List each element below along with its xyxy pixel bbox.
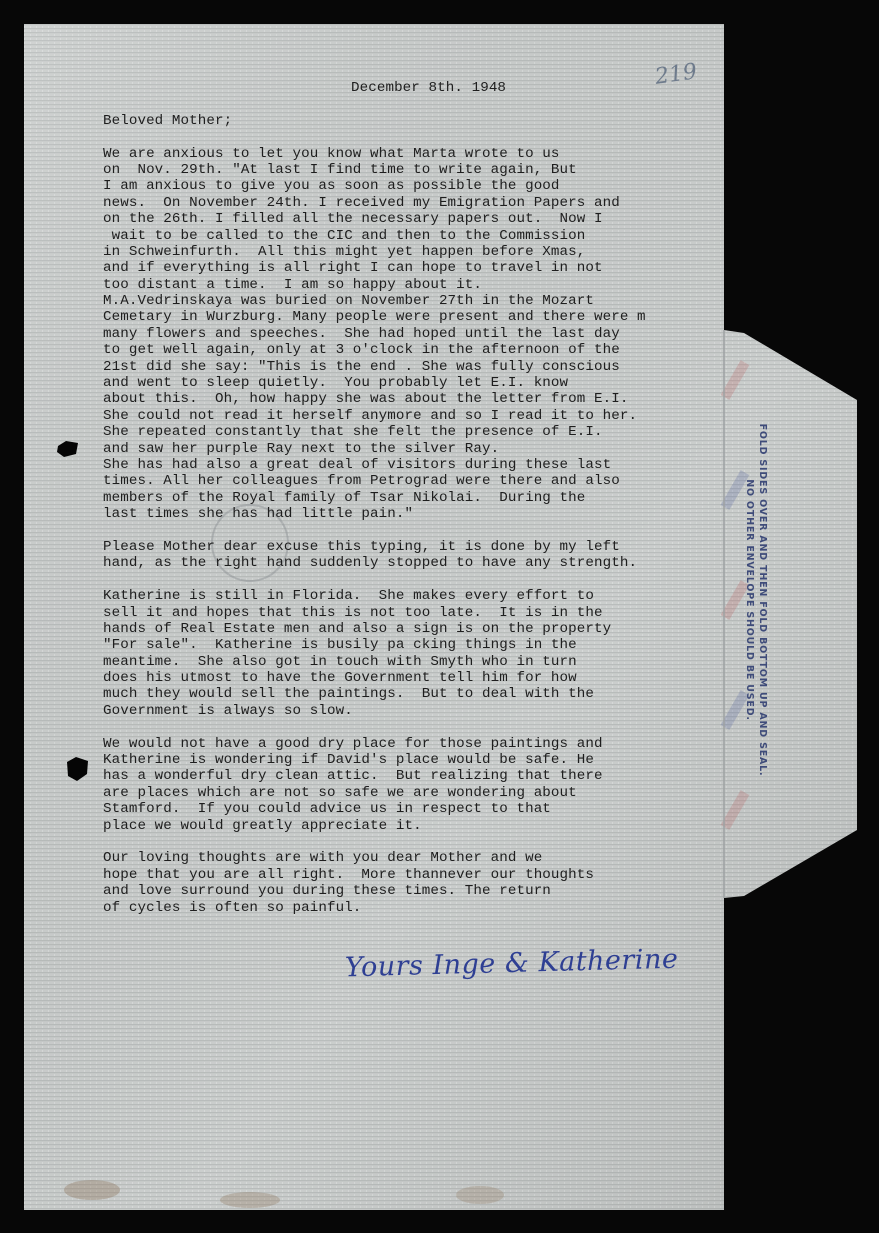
punch-hole-bottom <box>64 756 90 782</box>
text-line: on Nov. 29th. "At last I find time to write again, But <box>103 161 577 178</box>
text-line: does his utmost to have the Government tell him for how <box>103 670 577 687</box>
text-line: hands of Real Estate men and also a sign is on the property <box>103 620 612 637</box>
text-line: and love surround you during these times. The return <box>103 883 551 900</box>
text-line: and if everything is all right I can hope to travel in not <box>103 260 603 277</box>
text-line: hope that you are all right. More thannever our thoughts <box>103 866 594 883</box>
text-line: are places which are not so safe we are wondering about <box>103 784 577 801</box>
page-number: 219 <box>653 59 699 90</box>
paragraph-1 <box>103 146 743 523</box>
text-line: She repeated constantly that she felt the presence of E.I. <box>103 424 603 441</box>
text-line: and saw her purple Ray next to the silver Ray. <box>103 440 500 457</box>
fold-instruction-line: FOLD SIDES OVER AND THEN FOLD BOTTOM UP AND SEAL. <box>757 423 768 777</box>
salutation: Beloved Mother; <box>103 112 233 129</box>
text-line: to get well again, only at 3 o'clock in the afternoon of the <box>103 342 620 359</box>
fold-instruction-line: NO OTHER ENVELOPE SHOULD BE USED. <box>744 479 755 721</box>
paragraph-3 <box>103 588 743 719</box>
text-line: has a wonderful dry clean attic. But realizing that there <box>103 768 603 785</box>
text-line: sell it and hopes that this is not too late. It is in the <box>103 604 603 621</box>
text-line: We are anxious to let you know what Marta wrote to us <box>103 145 560 162</box>
text-line: last times she has had little pain." <box>103 506 414 523</box>
text-line: Government is always so slow. <box>103 702 353 719</box>
text-line: Katherine is still in Florida. She makes every effort to <box>103 588 594 605</box>
text-line: about this. Oh, how happy she was about the letter from E.I. <box>103 391 629 408</box>
text-line: We would not have a good dry place for those paintings and <box>103 735 603 752</box>
handwritten-signature: Yours Inge & Katherine <box>344 943 679 984</box>
paragraph-2 <box>103 539 743 572</box>
text-line: Stamford. If you could advice us in respect to that <box>103 801 551 818</box>
text-line: of cycles is often so painful. <box>103 899 362 916</box>
text-line: She has had also a great deal of visitors during these last <box>103 456 612 473</box>
text-line: Katherine is wondering if David's place would be safe. He <box>103 752 594 769</box>
punch-hole-top <box>56 440 80 458</box>
text-line: many flowers and speeches. She had hoped until the last day <box>103 325 620 342</box>
text-line: Please Mother dear excuse this typing, it is done by my left <box>103 538 620 555</box>
text-line: on the 26th. I filled all the necessary papers out. Now I <box>103 211 603 228</box>
text-line: place we would greatly appreciate it. <box>103 817 422 834</box>
paragraph-4 <box>103 736 743 834</box>
text-line: I am anxious to give you as soon as possible the good <box>103 178 560 195</box>
text-line: wait to be called to the CIC and then to the Commission <box>103 227 586 244</box>
text-line: times. All her colleagues from Petrograd were there and also <box>103 473 620 490</box>
text-line: "For sale". Katherine is busily pa cking things in the <box>103 637 577 654</box>
letter-date: December 8th. 1948 <box>351 80 507 96</box>
fold-instructions <box>743 400 769 800</box>
paragraph-5 <box>103 850 743 916</box>
text-line: Our loving thoughts are with you dear Mother and we <box>103 850 543 867</box>
text-line: 21st did she say: "This is the end . She was fully conscious <box>103 358 620 375</box>
text-line: members of the Royal family of Tsar Nikolai. During the <box>103 489 586 506</box>
text-line: hand, as the right hand suddenly stopped to have any strength. <box>103 555 638 572</box>
text-line: M.A.Vedrinskaya was buried on November 27th in the Mozart <box>103 293 594 310</box>
text-line: news. On November 24th. I received my Emigration Papers and <box>103 194 620 211</box>
text-line: meantime. She also got in touch with Smyth who in turn <box>103 653 577 670</box>
letter-body <box>103 80 743 916</box>
text-line: Cemetary in Wurzburg. Many people were present and there were m <box>103 309 646 326</box>
text-line: too distant a time. I am so happy about it. <box>103 276 483 293</box>
text-line: much they would sell the paintings. But to deal with the <box>103 686 594 703</box>
text-line: in Schweinfurth. All this might yet happen before Xmas, <box>103 243 586 260</box>
text-line: She could not read it herself anymore and so I read it to her. <box>103 407 638 424</box>
text-line: and went to sleep quietly. You probably let E.I. know <box>103 375 569 392</box>
